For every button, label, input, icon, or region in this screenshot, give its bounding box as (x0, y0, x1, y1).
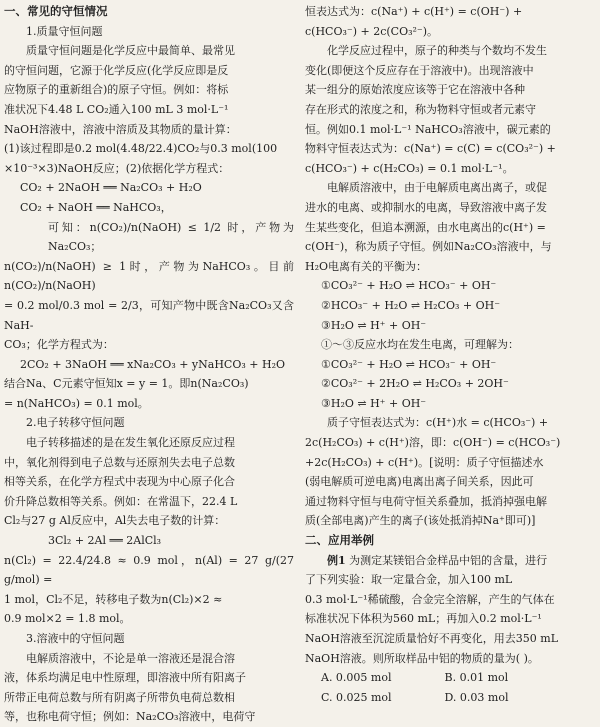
equation: ①CO₃²⁻ + H₂O ⇌ HCO₃⁻ + OH⁻ (321, 357, 497, 371)
text-line: 化学反应过程中，原子的种类与个数均不发生 (327, 44, 547, 58)
sub3-title: 3.溶液中的守恒问题 (26, 632, 125, 645)
text-line: 通过物料守恒与电荷守恒关系叠加，抵消掉强电解 (305, 494, 547, 508)
text-line: ①～③反应水均在发生电离，可理解为： (321, 338, 519, 352)
text-line: 0.9 mol×2 = 1.8 mol。 (4, 612, 131, 626)
text-line: = 0.2 mol/0.3 mol = 2/3，可知产物中既含Na₂CO₃又含NaH- (4, 298, 294, 332)
equation: ③H₂O ⇌ H⁺ + OH⁻ (321, 396, 427, 410)
text-line: NaOH溶液。则所取样品中铝的物质的量为( )。 (305, 651, 539, 665)
text-line: n(Cl₂) = 22.4/24.8 ≈ 0.9 mol，n(Al) = 27 g/(27 g/mol) = (4, 553, 294, 587)
text-line: 进水的电离、或抑制水的电离，导致溶液中离子发 (305, 200, 547, 214)
example-label: 例1 (327, 553, 346, 567)
text-line: 中，氧化剂得到电子总数与还原剂失去电子总数 (4, 455, 235, 469)
text-line: 所带正电荷总数与所有阴离子所带负电荷总数相 (4, 690, 235, 704)
option-b: B. 0.01 mol (444, 671, 509, 685)
sub1-body (4, 41, 294, 413)
text-line: 电子转移描述的是在发生氧化还原反应过程 (26, 436, 235, 450)
text-line: 变化(即便这个反应存在于溶液中)。出现溶液中 (305, 63, 534, 77)
text-line: 某一组分的原始浓度应该等于它在溶液中各种 (305, 83, 525, 97)
text-line: +2c(H₂CO₃) + c(H⁺)。[说明：质子守恒描述水 (305, 455, 544, 469)
equation: ①CO₃²⁻ + H₂O ⇌ HCO₃⁻ + OH⁻ (321, 279, 497, 293)
section1-title: 一、常见的守恒情况 (4, 4, 108, 18)
section2-title: 二、应用举例 (305, 533, 374, 548)
text-line: ×10⁻³×3)NaOH反应；(2)依据化学方程式： (4, 161, 230, 175)
text-line: 存在形式的浓度之和，称为物料守恒或者元素守 (305, 102, 536, 116)
text-line: 0.3 mol·L⁻¹稀硫酸，合金完全溶解，产生的气体在 (305, 592, 555, 606)
sub3-body (4, 649, 294, 727)
text-line: 质量守恒问题是化学反应中最简单、最常见 (26, 44, 235, 58)
equation: ②CO₃²⁻ + 2H₂O ⇌ H₂CO₃ + 2OH⁻ (321, 377, 509, 391)
sub2-title: 2.电子转移守恒问题 (26, 416, 125, 430)
text-line: 结合Na、C元素守恒知x = y = 1。即n(Na₂CO₃) (4, 377, 249, 391)
text-line: 应物原子的重新组合)的原子守恒。例如：将标 (4, 83, 229, 97)
option-d: D. 0.03 mol (444, 690, 509, 704)
text-line: 液，体系均满足电中性原理，即溶液中所有阳离子 (4, 671, 246, 685)
text-line: n(CO₂)/n(NaOH) ≥ 1时，产物为NaHCO₃。目前 n(CO₂)/n(NaOH) (4, 259, 294, 293)
text-line: 恒表达式为：c(Na⁺) + c(H⁺) = c(OH⁻) + (305, 5, 523, 18)
text-line: NaOH溶液至沉淀质量恰好不再变化，用去350 mL (305, 632, 559, 645)
text-line: c(HCO₃⁻) + 2c(CO₃²⁻)。 (305, 24, 438, 38)
text-line: NaOH溶液中，溶液中溶质及其物质的量计算： (4, 122, 237, 136)
equation: ②HCO₃⁻ + H₂O ⇌ H₂CO₃ + OH⁻ (321, 298, 501, 312)
option-a: A. 0.005 mol (321, 671, 392, 685)
text-line: 2c(H₂CO₃) + c(H⁺)溶，即：c(OH⁻) = c(HCO₃⁻) (305, 436, 561, 450)
right-column (305, 2, 595, 707)
text-line: 电解质溶液中，由于电解质电离出离子，或促 (327, 181, 547, 195)
text-line: H₂O电离有关的平衡为： (305, 259, 428, 273)
equation: 2CO₂ + 3NaOH ══ xNa₂CO₃ + yNaHCO₃ + H₂O (20, 357, 285, 371)
text-line: 价升降总数相等关系。例如：在常温下，22.4 L (4, 494, 238, 508)
sub1-title: 1.质量守恒问题 (26, 24, 103, 38)
text-line: 恒。例如0.1 mol·L⁻¹ NaHCO₃溶液中，碳元素的 (305, 122, 551, 136)
text-line: 质(全部电离)产生的离子(该处抵消掉Na⁺即可)] (305, 514, 536, 528)
text-line: 物料守恒表达式为：c(Na⁺) = c(C) = c(CO₃²⁻) + (305, 142, 556, 156)
sub2-body (4, 433, 294, 629)
equation: ③H₂O ⇌ H⁺ + OH⁻ (321, 318, 427, 332)
text-line: c(OH⁻)，称为质子守恒。例如Na₂CO₃溶液中，与 (305, 240, 552, 254)
text-line: 为测定某镁铝合金样品中铝的含量，进行 (349, 553, 548, 567)
left-column (4, 2, 294, 727)
text-line: 生某些变化，但追本溯源，由水电离出的c(H⁺) = (305, 220, 546, 234)
text-line: 相等关系，在化学方程式中表现为中心原子化合 (4, 475, 235, 489)
text-line: 标准状况下体积为560 mL；再加入0.2 mol·L⁻¹ (305, 612, 542, 626)
option-c: C. 0.025 mol (321, 690, 392, 704)
text-line: (弱电解质可逆电离)电离出离子间关系，因此可 (305, 475, 534, 489)
equation: CO₂ + 2NaOH ══ Na₂CO₃ + H₂O (20, 181, 202, 195)
text-line: Cl₂与27 g Al反应中，Al失去电子数的计算： (4, 514, 226, 528)
text-line: c(HCO₃⁻) + c(H₂CO₃) = 0.1 mol·L⁻¹。 (305, 161, 514, 175)
equation: 3Cl₂ + 2Al ══ 2AlCl₃ (48, 534, 162, 548)
text-line: 电解质溶液中，不论是单一溶液还是混合溶 (26, 651, 235, 665)
text-line: CO₃；化学方程式为： (4, 338, 114, 352)
text-line: 1 mol，Cl₂不足，转移电子数为n(Cl₂)×2 ≈ (4, 592, 223, 606)
text-line: 的守恒问题，它源于化学反应(化学反应即是反 (4, 63, 229, 77)
equation: CO₂ + NaOH ══ NaHCO₃， (20, 200, 172, 214)
text-line: 等，也称电荷守恒；例如：Na₂CO₃溶液中，电荷守 (4, 710, 256, 724)
text-line: 了下列实验：取一定量合金，加入100 mL (305, 573, 513, 587)
text-line: = n(NaHCO₃) = 0.1 mol。 (4, 396, 149, 410)
example-1 (305, 551, 595, 708)
text-line: 准状况下4.48 L CO₂通入100 mL 3 mol·L⁻¹ (4, 102, 229, 116)
text-line: 可知：n(CO₂)/n(NaOH) ≤ 1/2 时，产物为Na₂CO₃； (48, 220, 294, 254)
text-line: 质子守恒表达式为：c(H⁺)水 = c(HCO₃⁻) + (327, 416, 549, 430)
text-line: (1)该过程即是0.2 mol(4.48/22.4)CO₂与0.3 mol(100 (4, 142, 278, 156)
